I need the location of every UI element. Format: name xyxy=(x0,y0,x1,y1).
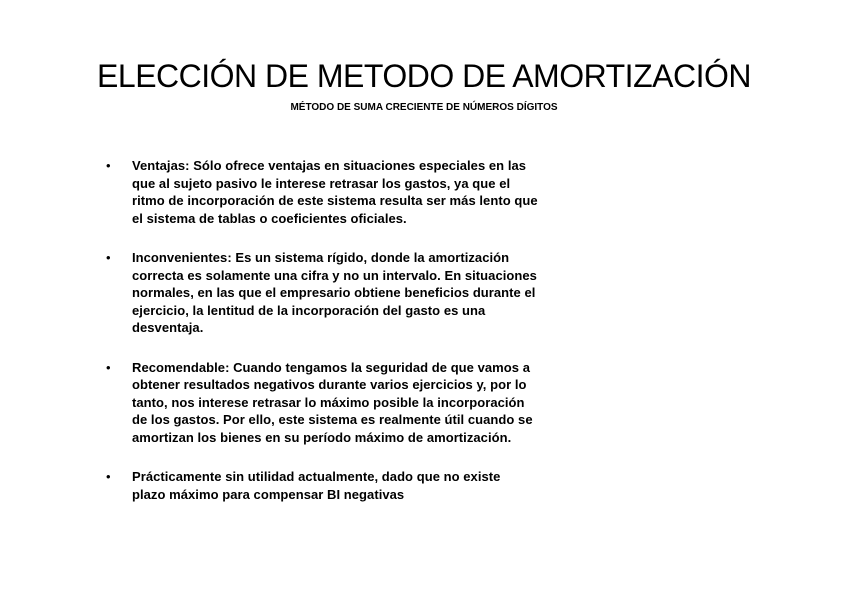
bullet-dot-icon: • xyxy=(106,250,111,265)
bullet-item-utilidad xyxy=(106,468,626,503)
slide-title: ELECCIÓN DE METODO DE AMORTIZACIÓN xyxy=(97,58,751,94)
bullet-dot-icon: • xyxy=(106,469,111,484)
bullet-list xyxy=(106,157,626,525)
bullet-dot-icon: • xyxy=(106,359,111,375)
slide-subtitle: MÉTODO DE SUMA CRECIENTE DE NÚMEROS DÍGITOS xyxy=(290,102,558,113)
bullet-dot-icon: • xyxy=(106,158,111,173)
bullet-text-ventajas: Ventajas: Sólo ofrece ventajas en situaciones especiales en las que al sujeto pasivo le interese retrasar los gastos, ya que el ritmo de incorporación de este sistema resulta ser más lento que el sistema de tablas o coeficientes oficiales. xyxy=(132,158,538,226)
bullet-text-inconvenientes: Inconvenientes: Es un sistema rígido, donde la amortización correcta es solamente una cifra y no un intervalo. En situaciones normales, en las que el empresario obtiene beneficios durante el ejercicio, la lentitud de la incorporación del gasto es una desventaja. xyxy=(132,250,537,335)
bullet-text-recomendable: Recomendable: Cuando tengamos la seguridad de que vamos a obtener resultados negativos durante varios ejercicios y, por lo tanto, nos interese retrasar lo máximo posible la incorporación de los gastos. Por ello, este sistema es realmente útil cuando se amortizan los bienes en su período máximo de amortización. xyxy=(132,359,533,445)
bullet-text-utilidad: Prácticamente sin utilidad actualmente, dado que no existe plazo máximo para compensar BI negativas xyxy=(132,469,501,502)
bullet-item-inconvenientes xyxy=(106,249,626,337)
bullet-item-recomendable xyxy=(106,359,626,447)
bullet-item-ventajas xyxy=(106,157,626,227)
